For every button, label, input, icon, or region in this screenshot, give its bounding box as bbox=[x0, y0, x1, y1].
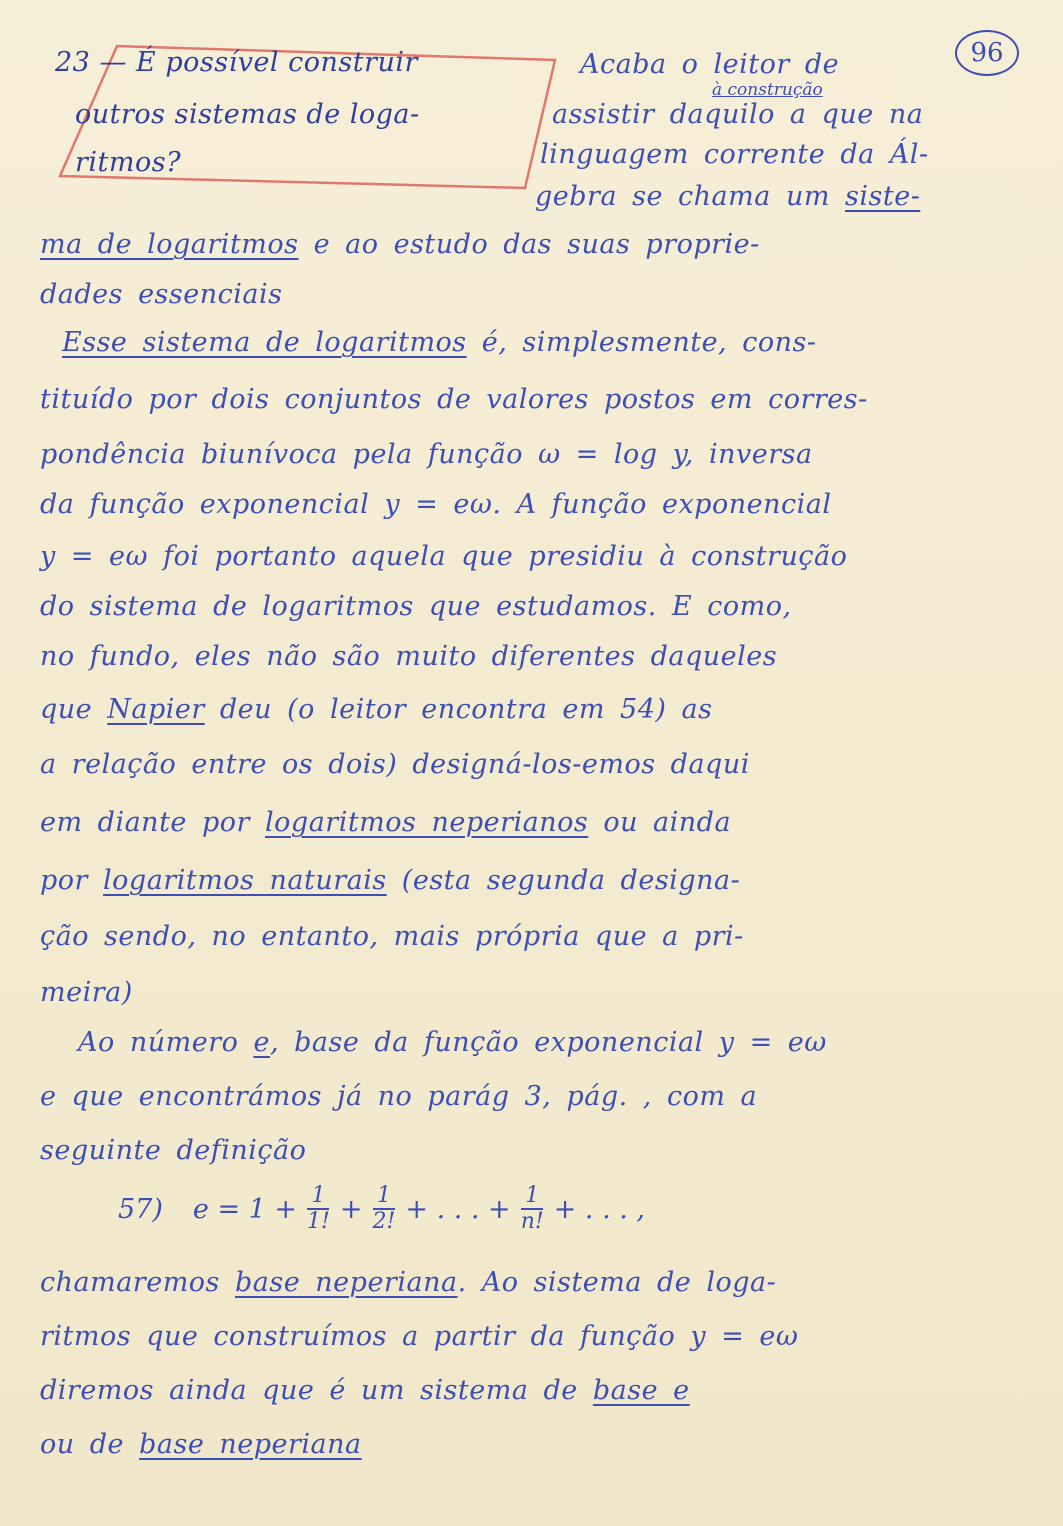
text-line bbox=[40, 866, 740, 896]
section-title-line: outros sistemas de loga- bbox=[75, 99, 420, 130]
text-line bbox=[40, 385, 868, 415]
text-segment: e ao estudo das suas proprie- bbox=[298, 229, 760, 260]
text-segment: em diante por bbox=[40, 807, 266, 838]
text-segment: a relação entre os dois) designá-los-emos daqui bbox=[40, 749, 750, 780]
numerator: 1 bbox=[373, 1184, 395, 1210]
text-line bbox=[40, 642, 777, 672]
text-line bbox=[40, 922, 744, 952]
text-line bbox=[40, 1430, 362, 1460]
underlined-text: Esse sistema de logaritmos bbox=[62, 327, 467, 358]
text-line bbox=[40, 280, 283, 310]
text-line bbox=[40, 1136, 306, 1166]
fraction bbox=[307, 1184, 330, 1234]
text-segment: do sistema de logaritmos que estudamos. E como, bbox=[40, 591, 792, 622]
text-segment: Ao número bbox=[78, 1027, 254, 1058]
text-segment: dades essenciais bbox=[40, 279, 283, 310]
text-line bbox=[40, 1082, 757, 1112]
text-segment: que bbox=[40, 694, 108, 725]
text-line bbox=[40, 695, 712, 725]
operator: + . . . , bbox=[553, 1193, 645, 1225]
text-segment: por bbox=[40, 865, 104, 896]
insertion-note: à construção bbox=[712, 80, 823, 100]
formula-label: 57) bbox=[118, 1193, 163, 1225]
text-line bbox=[78, 1028, 827, 1058]
underlined-text: base neperiana bbox=[235, 1267, 458, 1298]
text-segment: Acaba o leitor de bbox=[580, 49, 840, 80]
text-segment: da função exponencial y = eω. A função exponencial bbox=[40, 489, 832, 520]
text-line bbox=[40, 1322, 798, 1352]
text-line bbox=[40, 1376, 690, 1406]
formula-57 bbox=[118, 1184, 645, 1234]
text-segment: tituído por dois conjuntos de valores postos em corres- bbox=[40, 384, 868, 415]
page-number: 96 bbox=[955, 30, 1019, 76]
numerator: 1 bbox=[521, 1184, 543, 1210]
text-segment: ção sendo, no entanto, mais própria que a pri- bbox=[40, 921, 744, 952]
text-segment: chamaremos bbox=[40, 1267, 235, 1298]
underlined-text: e bbox=[253, 1027, 270, 1058]
operator: + bbox=[339, 1193, 363, 1225]
text-segment: é, simplesmente, cons- bbox=[466, 327, 817, 358]
text-segment: ou ainda bbox=[588, 807, 732, 838]
text-segment: . Ao sistema de loga- bbox=[457, 1267, 777, 1298]
text-line bbox=[40, 750, 750, 780]
section-title-box bbox=[55, 38, 555, 193]
denominator: 2! bbox=[372, 1209, 396, 1235]
text-segment: linguagem corrente da Ál- bbox=[540, 139, 929, 170]
text-line bbox=[40, 1268, 776, 1298]
denominator: 1! bbox=[307, 1209, 330, 1235]
text-segment: , base da função exponencial y = eω bbox=[269, 1027, 827, 1058]
text-segment: e que encontrámos já no parág 3, pág. , com a bbox=[40, 1081, 758, 1112]
text-line bbox=[580, 50, 839, 80]
underlined-text: Napier bbox=[107, 694, 205, 725]
underlined-text: siste- bbox=[845, 181, 921, 212]
section-title-line: ritmos? bbox=[75, 147, 182, 178]
text-segment: assistir daquilo a que na bbox=[552, 99, 924, 130]
denominator: n! bbox=[520, 1209, 544, 1235]
text-segment: y = eω foi portanto aquela que presidiu à construção bbox=[40, 541, 848, 572]
text-line bbox=[40, 808, 731, 838]
underlined-text: logaritmos neperianos bbox=[265, 807, 589, 838]
numerator: 1 bbox=[307, 1184, 329, 1210]
text-segment: deu (o leitor encontra em 54) as bbox=[204, 694, 713, 725]
operator: + . . . + bbox=[405, 1193, 511, 1225]
text-line bbox=[40, 440, 813, 470]
text-line bbox=[40, 490, 831, 520]
text-segment: (esta segunda designa- bbox=[386, 865, 741, 896]
text-segment: meira) bbox=[40, 977, 133, 1008]
underlined-text: ma de logaritmos bbox=[40, 229, 299, 260]
underlined-text: base neperiana bbox=[139, 1429, 362, 1460]
text-segment: ritmos que construímos a partir da função y = eω bbox=[40, 1321, 799, 1352]
text-segment: pondência biunívoca pela função ω = log y, inversa bbox=[40, 439, 813, 470]
underlined-text: base e bbox=[592, 1375, 690, 1406]
text-segment: gebra se chama um bbox=[535, 181, 846, 212]
text-segment: seguinte definição bbox=[40, 1135, 307, 1166]
text-segment: no fundo, eles não são muito diferentes daqueles bbox=[40, 641, 778, 672]
underlined-text: logaritmos naturais bbox=[103, 865, 387, 896]
text-line bbox=[40, 230, 760, 260]
text-segment: diremos ainda que é um sistema de bbox=[40, 1375, 593, 1406]
text-line bbox=[540, 140, 929, 170]
text-line bbox=[552, 100, 923, 130]
text-line bbox=[62, 328, 816, 358]
text-line bbox=[40, 542, 847, 572]
fraction bbox=[373, 1184, 396, 1234]
text-line bbox=[40, 978, 133, 1008]
section-title-line: 23 — É possível construir bbox=[55, 47, 418, 78]
text-line bbox=[535, 182, 920, 212]
formula-lhs: e = 1 + bbox=[192, 1193, 298, 1225]
text-segment: ou de bbox=[40, 1429, 140, 1460]
text-line bbox=[40, 592, 792, 622]
fraction bbox=[521, 1184, 544, 1234]
